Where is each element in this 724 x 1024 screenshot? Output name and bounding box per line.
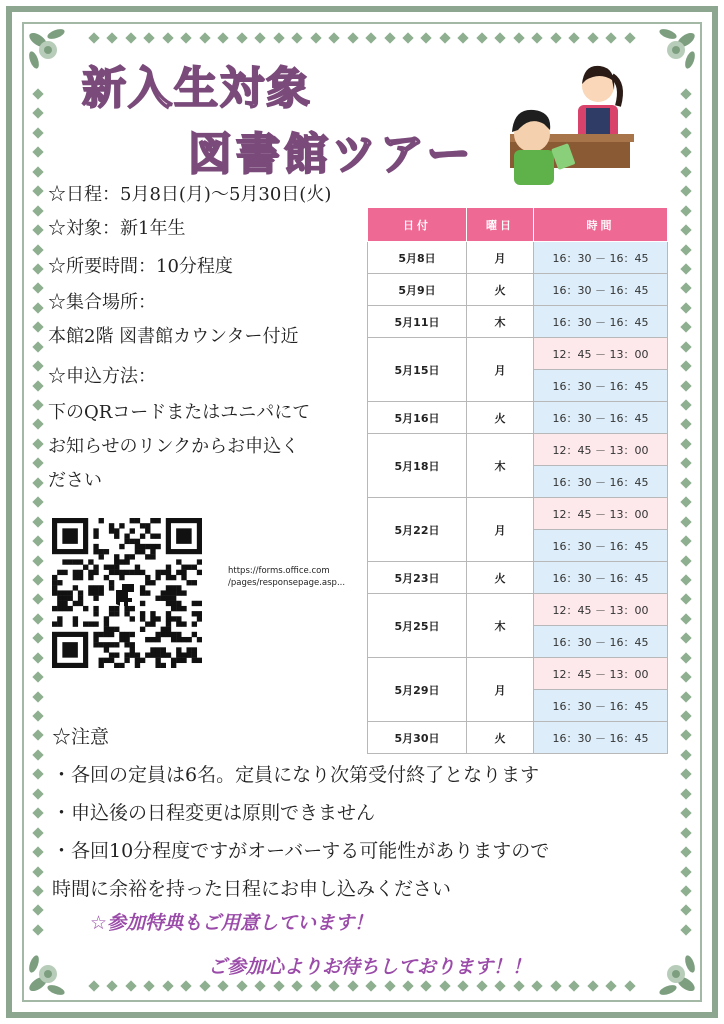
info-meeting-label: ☆集合場所：: [48, 292, 156, 313]
border-diamond: [680, 166, 691, 177]
border-diamond: [32, 380, 43, 391]
cell-time: 12：45 － 13：00: [534, 434, 668, 466]
border-diamond: [680, 516, 691, 527]
border-diamond: [680, 147, 691, 158]
border-diamond: [236, 980, 247, 991]
border-diamond: [439, 980, 450, 991]
cell-time: 16：30 － 16：45: [534, 722, 668, 754]
border-diamond: [32, 574, 43, 585]
border-diamond: [32, 846, 43, 857]
border-diamond: [421, 980, 432, 991]
border-diamond: [32, 594, 43, 605]
border-diamond: [680, 710, 691, 721]
table-row: [368, 338, 668, 370]
border-diamond: [32, 633, 43, 644]
note-no-change: ・申込後の日程変更は原則できません: [52, 802, 376, 824]
border-diamond: [680, 283, 691, 294]
info-apply-label: ☆申込方法：: [48, 366, 156, 387]
border-diamond: [624, 980, 635, 991]
border-diamond: [32, 147, 43, 158]
border-diamond: [32, 166, 43, 177]
border-diamond: [680, 205, 691, 216]
border-diamond: [273, 32, 284, 43]
border-diamond: [680, 924, 691, 935]
border-diamond: [680, 671, 691, 682]
cell-date: 5月8日: [368, 242, 467, 274]
border-diamond: [680, 885, 691, 896]
border-diamond: [495, 980, 506, 991]
border-diamond: [513, 980, 524, 991]
special-welcome-text: ご参加心よりお待ちしております！！: [208, 956, 532, 978]
border-diamond: [32, 186, 43, 197]
border-diamond: [32, 341, 43, 352]
border-diamond: [310, 980, 321, 991]
cell-day: 月: [467, 242, 534, 274]
border-diamond: [32, 419, 43, 430]
border-diamond: [680, 127, 691, 138]
table-row: [368, 658, 668, 690]
border-diamond: [162, 980, 173, 991]
cell-time: 12：45 － 13：00: [534, 498, 668, 530]
border-diamond: [32, 924, 43, 935]
cell-date: 5月29日: [368, 658, 467, 722]
border-diamonds-bottom: [90, 982, 634, 990]
border-diamond: [32, 224, 43, 235]
border-diamond: [181, 32, 192, 43]
border-diamond: [680, 419, 691, 430]
info-duration: ☆所要時間：10分程度: [48, 256, 233, 277]
border-diamond: [680, 263, 691, 274]
border-diamond: [458, 980, 469, 991]
border-diamond: [291, 980, 302, 991]
form-url-line-2[interactable]: /pages/responsepage.asp...: [228, 578, 346, 588]
table-row: [368, 274, 668, 306]
border-diamond: [458, 32, 469, 43]
table-row: [368, 242, 668, 274]
cell-day: 木: [467, 434, 534, 498]
border-diamond: [532, 32, 543, 43]
border-diamond: [680, 574, 691, 585]
border-diamond: [162, 32, 173, 43]
table-row: [368, 434, 668, 466]
border-diamond: [32, 535, 43, 546]
border-diamond: [476, 32, 487, 43]
border-diamond: [125, 32, 136, 43]
border-diamond: [680, 438, 691, 449]
border-diamond: [32, 302, 43, 313]
border-diamond: [384, 32, 395, 43]
border-diamond: [88, 980, 99, 991]
border-diamond: [328, 32, 339, 43]
border-diamond: [605, 32, 616, 43]
border-diamond: [532, 980, 543, 991]
border-diamond: [32, 244, 43, 255]
info-apply-line-1: 下のQRコードまたはユニパにて: [48, 402, 311, 423]
cell-date: 5月16日: [368, 402, 467, 434]
border-diamond: [199, 980, 210, 991]
border-diamond: [402, 32, 413, 43]
note-capacity: ・各回の定員は6名。定員になり次第受付終了となります: [52, 764, 540, 786]
border-diamond: [32, 263, 43, 274]
border-diamond: [513, 32, 524, 43]
border-diamond: [32, 808, 43, 819]
border-diamond: [680, 827, 691, 838]
special-gift-text: ☆参加特典もご用意しています！: [90, 912, 374, 934]
leaf-corner-icon: [640, 940, 704, 1004]
table-row: [368, 498, 668, 530]
border-diamond: [680, 866, 691, 877]
border-diamond: [680, 535, 691, 546]
note-overtime-cont: 時間に余裕を持った日程にお申し込みください: [52, 878, 452, 900]
border-diamond: [680, 555, 691, 566]
cell-day: 木: [467, 594, 534, 658]
border-diamond: [144, 32, 155, 43]
cell-time: 16：30 － 16：45: [534, 562, 668, 594]
border-diamond: [680, 594, 691, 605]
schedule-table: [367, 207, 668, 754]
cell-date: 5月25日: [368, 594, 467, 658]
border-diamond: [218, 32, 229, 43]
border-diamonds-left: [34, 90, 42, 934]
border-diamond: [680, 380, 691, 391]
border-diamond: [32, 477, 43, 488]
info-meeting-place: 本館2階 図書館カウンター付近: [48, 326, 299, 347]
cell-time: 16：30 － 16：45: [534, 466, 668, 498]
border-diamond: [680, 691, 691, 702]
form-url-line-1[interactable]: https://forms.office.com: [228, 566, 330, 576]
title-line-1: 新入生対象: [82, 63, 312, 114]
border-diamond: [587, 32, 598, 43]
border-diamond: [32, 671, 43, 682]
border-diamond: [680, 905, 691, 916]
cell-day: 月: [467, 498, 534, 562]
border-diamond: [680, 88, 691, 99]
border-diamond: [680, 108, 691, 119]
cell-time: 16：30 － 16：45: [534, 306, 668, 338]
cell-day: 火: [467, 722, 534, 754]
border-diamond: [310, 32, 321, 43]
cell-time: 16：30 － 16：45: [534, 274, 668, 306]
table-row: [368, 562, 668, 594]
border-diamond: [144, 980, 155, 991]
border-diamond: [32, 866, 43, 877]
border-diamond: [125, 980, 136, 991]
notes-heading: ☆注意: [52, 726, 110, 748]
cell-day: 木: [467, 306, 534, 338]
cell-time: 16：30 － 16：45: [534, 690, 668, 722]
border-diamond: [32, 438, 43, 449]
info-apply-line-2: お知らせのリンクからお申込く: [48, 436, 300, 457]
cell-date: 5月22日: [368, 498, 467, 562]
border-diamond: [32, 730, 43, 741]
border-diamond: [32, 788, 43, 799]
border-diamond: [680, 244, 691, 255]
cell-day: 火: [467, 402, 534, 434]
border-diamond: [32, 710, 43, 721]
border-diamond: [32, 108, 43, 119]
header-date: 日付: [368, 208, 467, 242]
table-row: [368, 594, 668, 626]
cell-time: 16：30 － 16：45: [534, 530, 668, 562]
border-diamond: [32, 555, 43, 566]
border-diamond: [273, 980, 284, 991]
border-diamond: [347, 32, 358, 43]
cell-time: 12：45 － 13：00: [534, 594, 668, 626]
border-diamond: [32, 399, 43, 410]
border-diamond: [347, 980, 358, 991]
border-diamond: [680, 458, 691, 469]
cell-time: 16：30 － 16：45: [534, 242, 668, 274]
border-diamond: [680, 302, 691, 313]
border-diamond: [680, 224, 691, 235]
info-apply-line-3: ださい: [48, 470, 102, 491]
border-diamond: [32, 322, 43, 333]
leaf-corner-icon: [20, 940, 84, 1004]
qr-code-icon[interactable]: [52, 518, 202, 668]
border-diamond: [32, 613, 43, 624]
border-diamond: [32, 283, 43, 294]
border-diamond: [680, 808, 691, 819]
border-diamond: [624, 32, 635, 43]
border-diamond: [680, 652, 691, 663]
border-diamond: [550, 32, 561, 43]
border-diamond: [680, 360, 691, 371]
info-schedule: ☆日程：5月8日(月)～5月30日(火): [48, 184, 332, 205]
border-diamond: [199, 32, 210, 43]
info-target: ☆対象：新1年生: [48, 218, 186, 239]
border-diamond: [680, 341, 691, 352]
border-diamond: [439, 32, 450, 43]
border-diamond: [32, 769, 43, 780]
header-time: 時間: [534, 208, 668, 242]
table-row: [368, 402, 668, 434]
border-diamond: [32, 88, 43, 99]
cell-time: 16：30 － 16：45: [534, 370, 668, 402]
border-diamond: [32, 905, 43, 916]
table-header-row: [368, 208, 668, 242]
header-day: 曜日: [467, 208, 534, 242]
border-diamond: [32, 458, 43, 469]
cell-date: 5月9日: [368, 274, 467, 306]
border-diamond: [680, 633, 691, 644]
border-diamond: [680, 322, 691, 333]
border-diamond: [32, 885, 43, 896]
border-diamond: [255, 32, 266, 43]
border-diamond: [550, 980, 561, 991]
table-row: [368, 722, 668, 754]
border-diamond: [402, 980, 413, 991]
cell-day: 月: [467, 658, 534, 722]
note-overtime: ・各回10分程度ですがオーバーする可能性がありますので: [52, 840, 550, 862]
border-diamond: [88, 32, 99, 43]
border-diamond: [587, 980, 598, 991]
cell-time: 16：30 － 16：45: [534, 626, 668, 658]
border-diamond: [291, 32, 302, 43]
border-diamond: [365, 980, 376, 991]
leaf-corner-icon: [20, 20, 84, 84]
border-diamond: [365, 32, 376, 43]
border-diamond: [32, 749, 43, 760]
border-diamond: [680, 769, 691, 780]
border-diamond: [32, 205, 43, 216]
border-diamond: [569, 980, 580, 991]
cell-date: 5月30日: [368, 722, 467, 754]
border-diamond: [680, 749, 691, 760]
border-diamond: [32, 652, 43, 663]
border-diamond: [32, 516, 43, 527]
librarian-illustration: [500, 50, 650, 185]
border-diamonds-top: [90, 34, 634, 42]
cell-time: 12：45 － 13：00: [534, 658, 668, 690]
border-diamond: [421, 32, 432, 43]
border-diamond: [495, 32, 506, 43]
border-diamond: [255, 980, 266, 991]
table-row: [368, 306, 668, 338]
border-diamond: [32, 127, 43, 138]
cell-date: 5月18日: [368, 434, 467, 498]
cell-date: 5月15日: [368, 338, 467, 402]
title-line-2: 図書館ツアー: [188, 129, 475, 180]
border-diamond: [680, 477, 691, 488]
cell-date: 5月23日: [368, 562, 467, 594]
border-diamond: [680, 399, 691, 410]
border-diamond: [569, 32, 580, 43]
cell-time: 12：45 － 13：00: [534, 338, 668, 370]
cell-date: 5月11日: [368, 306, 467, 338]
cell-day: 火: [467, 274, 534, 306]
border-diamond: [680, 846, 691, 857]
border-diamond: [384, 980, 395, 991]
border-diamond: [680, 613, 691, 624]
border-diamond: [680, 788, 691, 799]
cell-day: 火: [467, 562, 534, 594]
border-diamond: [236, 32, 247, 43]
border-diamond: [32, 691, 43, 702]
border-diamond: [476, 980, 487, 991]
cell-time: 16：30 － 16：45: [534, 402, 668, 434]
border-diamond: [680, 730, 691, 741]
border-diamond: [328, 980, 339, 991]
border-diamond: [680, 186, 691, 197]
border-diamond: [181, 980, 192, 991]
border-diamond: [32, 360, 43, 371]
border-diamond: [605, 980, 616, 991]
border-diamond: [680, 497, 691, 508]
border-diamond: [32, 827, 43, 838]
border-diamond: [32, 497, 43, 508]
border-diamonds-right: [682, 90, 690, 934]
border-diamond: [107, 32, 118, 43]
border-diamond: [218, 980, 229, 991]
border-diamond: [107, 980, 118, 991]
cell-day: 月: [467, 338, 534, 402]
